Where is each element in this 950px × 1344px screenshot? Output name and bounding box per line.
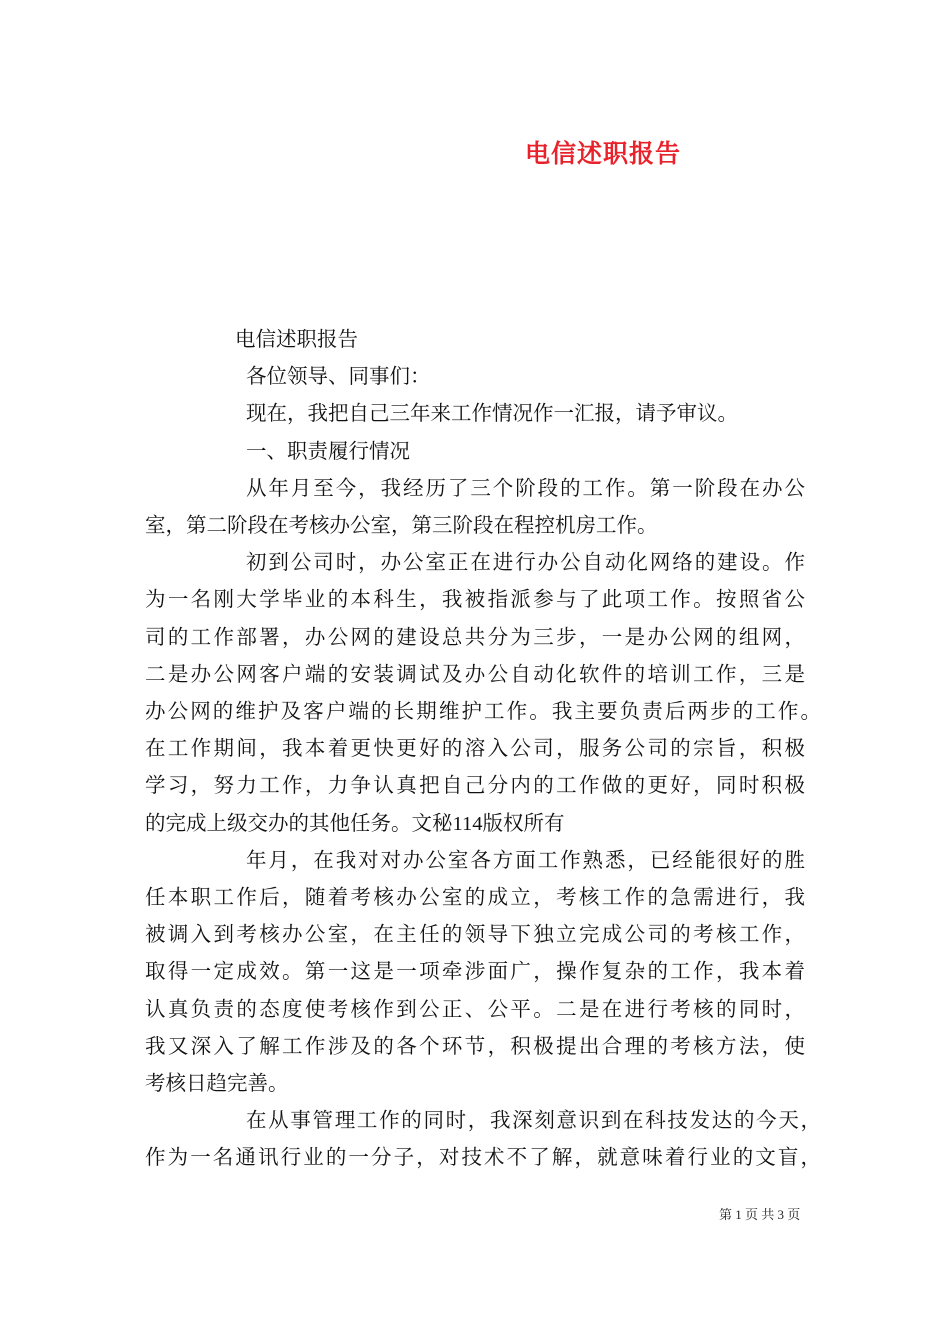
paragraph-line: 年月，在我对对办公室各方面工作熟悉，已经能很好的胜: [246, 850, 805, 872]
paragraph-line: 被调入到考核办公室，在主任的领导下独立完成公司的考核工作，: [145, 924, 805, 946]
paragraph-line: 的完成上级交办的其他任务。文秘114版权所有: [145, 813, 565, 835]
paragraph-line: 初到公司时，办公室正在进行办公自动化网络的建设。作: [246, 552, 805, 574]
paragraph-line: 室，第二阶段在考核办公室，第三阶段在程控机房工作。: [145, 515, 658, 537]
document-heading: 电信述职报告: [235, 329, 358, 351]
paragraph-line: 为一名刚大学毕业的本科生，我被指派参与了此项工作。按照省公: [145, 589, 805, 611]
paragraph-line: 取得一定成效。第一这是一项牵涉面广，操作复杂的工作，我本着: [145, 961, 805, 983]
paragraph-line: 我又深入了解工作涉及的各个环节，积极提出合理的考核方法，使: [145, 1036, 805, 1058]
paragraph-line: 学习，努力工作，力争认真把自己分内的工作做的更好，同时积极: [145, 775, 805, 797]
intro-text: 现在，我把自己三年来工作情况作一汇报，请予审议。: [246, 403, 738, 425]
paragraph-line: 从年月至今，我经历了三个阶段的工作。第一阶段在办公: [246, 478, 805, 500]
paragraph-line: 在从事管理工作的同时，我深刻意识到在科技发达的今天，: [246, 1110, 821, 1132]
salutation: 各位领导、同事们：: [246, 366, 431, 388]
page-number: 第 1 页 共 3 页: [719, 1207, 801, 1222]
paragraph-line: 办公网的维护及客户端的长期维护工作。我主要负责后两步的工作。: [145, 701, 821, 723]
section-heading: 一、职责履行情况: [246, 441, 410, 463]
paragraph-line: 任本职工作后，随着考核办公室的成立，考核工作的急需进行，我: [145, 887, 805, 909]
paragraph-line: 司的工作部署，办公网的建设总共分为三步，一是办公网的组网，: [145, 627, 805, 649]
document-title: 电信述职报告: [524, 141, 681, 168]
paragraph-line: 考核日趋完善。: [145, 1073, 289, 1095]
paragraph-line: 认真负责的态度使考核作到公正、公平。二是在进行考核的同时，: [145, 999, 805, 1021]
paragraph-line: 作为一名通讯行业的一分子，对技术不了解，就意味着行业的文盲，: [145, 1147, 821, 1169]
paragraph-line: 在工作期间，我本着更快更好的溶入公司，服务公司的宗旨，积极: [145, 738, 805, 760]
paragraph-line: 二是办公网客户端的安装调试及办公自动化软件的培训工作，三是: [145, 664, 805, 686]
